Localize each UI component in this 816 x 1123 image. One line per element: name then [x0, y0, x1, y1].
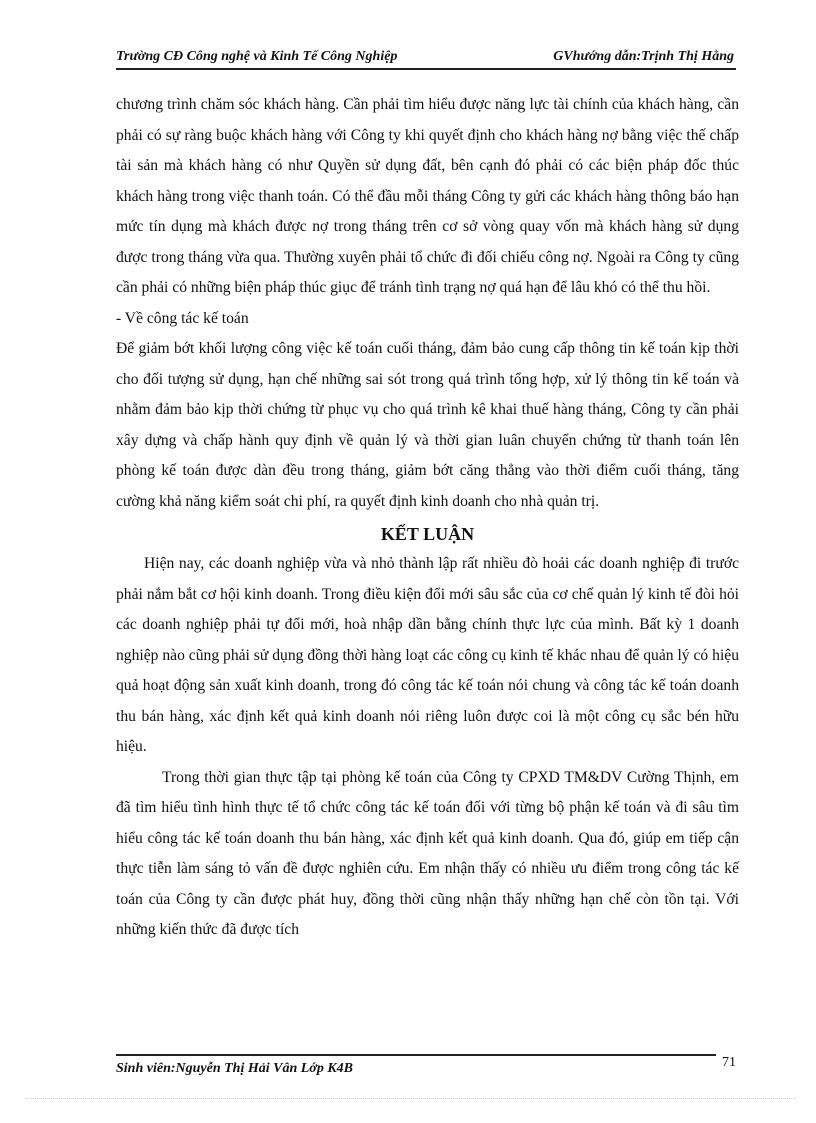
- header-school: Trường CĐ Công nghệ và Kinh Tế Công Nghiệp: [116, 49, 398, 64]
- footer-rule: [116, 1054, 716, 1056]
- header-supervisor: GVhướng dẫn:Trịnh Thị Hằng: [553, 49, 734, 64]
- section-title: KẾT LUẬN: [380, 524, 475, 544]
- paragraph-conclusion-1: Hiện nay, các doanh nghiệp vừa và nhỏ thành lập rất nhiều đò hoải các doanh nghiệp đi trước phải nắm bắt cơ hội kinh doanh. Trong điều kiện đổi mới sâu sắc của cơ chế quản lý kinh tế đòi hỏi các doanh nghiệp phải tự đổi mới, hoà nhập dần bằng chính thực lực của mình. Bất kỳ 1 doanh nghiệp nào cũng phải sử dụng đồng thời hàng loạt các công cụ kinh tế khác nhau để quản lý có hiệu quả hoạt động sản xuất kinh doanh, trong đó công tác kế toán nói chung và công tác kế toán doanh thu bán hàng, xác định kết quả kinh doanh nói riêng luôn được coi là một công cụ sắc bén hữu hiệu.: [116, 555, 739, 755]
- page-number: 71: [722, 1055, 736, 1070]
- page-header: [116, 46, 736, 70]
- paragraph-accounting-heading: - Về công tác kế toán: [116, 309, 249, 327]
- paragraph-conclusion-2: Trong thời gian thực tập tại phòng kế toán của Công ty CPXD TM&DV Cường Thịnh, em đã tìm hiểu tình hình thực tế tổ chức công tác kế toán đối với từng bộ phận kế toán và đi sâu tìm hiểu công tác kế toán doanh thu bán hàng, xác định kết quả kinh doanh. Qua đó, giúp em tiếp cận thực tiễn làm sáng tỏ vấn đề được nghiên cứu. Em nhận thấy có nhiều ưu điểm trong công tác kế toán của Công ty cần được phát huy, đồng thời cũng nhận thấy những hạn chế còn tồn tại. Với những kiến thức đã được tích: [116, 768, 739, 938]
- body-text: [116, 90, 739, 946]
- paragraph-customer-care: chương trình chăm sóc khách hàng. Cần phải tìm hiểu được năng lực tài chính của khách hàng, cần phải có sự ràng buộc khách hàng với Công ty khi quyết định cho khách hàng nợ bằng việc thế chấp tài sản mà khách hàng có như Quyền sử dụng đất, bên cạnh đó phải có các biện pháp đốc thúc khách hàng trong việc thanh toán. Có thể đầu mỗi tháng Công ty gửi các khách hàng thông báo hạn mức tín dụng mà khách được nợ trong tháng trên cơ sở vòng quay vốn mà khách hàng sử dụng được trong tháng vừa qua. Thường xuyên phải tổ chức đi đối chiếu công nợ. Ngoài ra Công ty cũng cần phải có những biện pháp thúc giục để tránh tình trạng nợ quá hạn để lâu khó có thể thu hồi.: [116, 96, 739, 296]
- paragraph-accounting: Để giảm bớt khối lượng công việc kế toán cuối tháng, đảm bảo cung cấp thông tin kế toán kịp thời cho đối tượng sử dụng, hạn chế những sai sót trong quá trình tổng hợp, xử lý thông tin kế toán và nhằm đảm bảo kịp thời chứng từ phục vụ cho quá trình kê khai thuế hàng tháng, Công ty cần phải xây dựng và chấp hành quy định về quản lý và thời gian luân chuyển chứng từ thanh toán lên phòng kế toán được dàn đều trong tháng, giảm bớt căng thẳng vào thời điểm cuối tháng, tăng cường khả năng kiểm soát chi phí, ra quyết định kinh doanh cho nhà quản trị.: [116, 340, 739, 510]
- page-bottom-border: [26, 1098, 796, 1099]
- footer-student: Sinh viên:Nguyễn Thị Hải Vân Lớp K4B: [116, 1061, 353, 1076]
